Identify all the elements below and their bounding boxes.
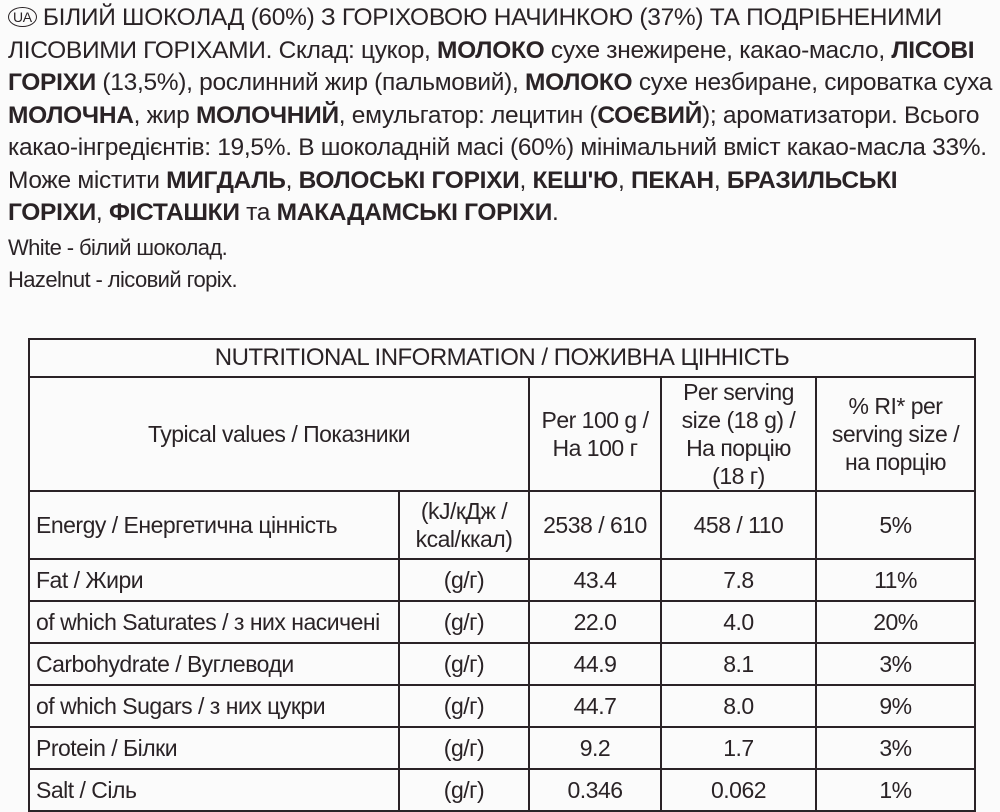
- value-per-serving: 0.062: [661, 769, 816, 811]
- nutrient-name: Salt / Сіль: [29, 769, 399, 811]
- value-ri: 9%: [816, 685, 975, 727]
- ingredient-text: та: [239, 199, 277, 226]
- ingredient-text: ,: [95, 199, 109, 226]
- nutrient-name: Protein / Білки: [29, 727, 399, 769]
- value-per-serving: 4.0: [661, 601, 816, 643]
- nutrient-name: Fat / Жири: [29, 559, 399, 601]
- allergen-term: МАКАДАМСЬКІ ГОРІХИ: [276, 199, 553, 226]
- value-per-serving: 8.0: [661, 685, 816, 727]
- allergen-term: КЕШ'Ю: [532, 166, 618, 194]
- country-badge: UA: [8, 7, 37, 27]
- table-row: [29, 601, 975, 643]
- ingredient-text: ,: [519, 166, 533, 194]
- ingredient-text: ); ароматизатори. Всього какао-інгредієнтів: 19,5%. В шоколадній масі (60%) мінімальний вміст какао-масла 33%. Може містити: [8, 101, 987, 194]
- allergen-term: ФІСТАШКИ: [108, 199, 240, 226]
- nutrient-name: Energy / Енергетична цінність: [29, 491, 399, 559]
- nutrient-unit: (g/г): [399, 727, 529, 769]
- ingredient-text: ,: [285, 166, 299, 194]
- header-ri: % RI* per serving size / на порцію: [816, 377, 975, 491]
- nutrition-table: [28, 338, 976, 812]
- allergen-term: СОЄВИЙ: [597, 101, 703, 129]
- table-row: [29, 559, 975, 601]
- header-per-100g: Per 100 g / На 100 г: [529, 377, 661, 491]
- legend: [8, 232, 237, 296]
- ingredient-text: сухе незбиране, сироватка суха: [632, 69, 993, 96]
- header-typical-values: Typical values / Показники: [29, 377, 529, 491]
- value-ri: 1%: [816, 769, 975, 811]
- allergen-term: МОЛОКО: [437, 36, 545, 64]
- allergen-term: МОЛОКО: [525, 69, 633, 96]
- value-per-100g: 9.2: [529, 727, 661, 769]
- ingredient-text: ,: [618, 166, 632, 194]
- ingredient-text: ,: [713, 166, 727, 194]
- legend-line: Hazelnut - лісовий горіх.: [8, 267, 237, 292]
- nutrient-unit: (g/г): [399, 601, 529, 643]
- ingredient-text: .: [552, 199, 559, 226]
- ingredient-text: (13,5%), рослинний жир (пальмовий),: [95, 69, 525, 96]
- legend-line: White - білий шоколад.: [8, 235, 228, 260]
- value-ri: 3%: [816, 643, 975, 685]
- value-ri: 3%: [816, 727, 975, 769]
- value-per-100g: 2538 / 610: [529, 491, 661, 559]
- value-ri: 5%: [816, 491, 975, 559]
- ingredient-text: , емульгатор: лецитин (: [338, 101, 598, 129]
- nutrition-title: NUTRITIONAL INFORMATION / ПОЖИВНА ЦІННІСТЬ: [29, 339, 975, 377]
- allergen-term: ЛІСОВІ ГОРІХИ: [8, 36, 975, 96]
- nutrient-unit: (g/г): [399, 685, 529, 727]
- nutrient-name: Carbohydrate / Вуглеводи: [29, 643, 399, 685]
- allergen-term: ВОЛОСЬКІ ГОРІХИ: [298, 166, 520, 194]
- value-per-100g: 43.4: [529, 559, 661, 601]
- nutrient-unit: (kJ/кДж / kcal/ккал): [399, 491, 529, 559]
- ingredients-body: [8, 4, 992, 226]
- nutrient-unit: (g/г): [399, 559, 529, 601]
- table-row: [29, 727, 975, 769]
- value-per-100g: 44.9: [529, 643, 661, 685]
- table-row: [29, 643, 975, 685]
- value-ri: 20%: [816, 601, 975, 643]
- value-per-100g: 22.0: [529, 601, 661, 643]
- allergen-term: ПЕКАН: [631, 166, 714, 194]
- value-ri: 11%: [816, 559, 975, 601]
- value-per-serving: 8.1: [661, 643, 816, 685]
- value-per-serving: 1.7: [661, 727, 816, 769]
- value-per-100g: 0.346: [529, 769, 661, 811]
- ingredient-text: сухе знежирене, какао-масло,: [544, 36, 892, 64]
- allergen-term: МОЛОЧНА: [8, 101, 134, 129]
- value-per-100g: 44.7: [529, 685, 661, 727]
- allergen-term: МИГДАЛЬ: [166, 166, 286, 194]
- table-row: [29, 491, 975, 559]
- nutrient-name: of which Sugars / з них цукри: [29, 685, 399, 727]
- table-row: [29, 685, 975, 727]
- allergen-term: МОЛОЧНИЙ: [195, 101, 339, 129]
- value-per-serving: 458 / 110: [661, 491, 816, 559]
- ingredient-text: , жир: [133, 101, 196, 129]
- value-per-serving: 7.8: [661, 559, 816, 601]
- nutrient-name: of which Saturates / з них насичені: [29, 601, 399, 643]
- header-per-serving: Per serving size (18 g) / На порцію (18 г): [661, 377, 816, 491]
- allergen-term: БРАЗИЛЬСЬКІ ГОРІХИ: [8, 166, 898, 226]
- nutrient-unit: (g/г): [399, 769, 529, 811]
- ingredients-text: [8, 2, 998, 230]
- table-row: [29, 769, 975, 811]
- nutrient-unit: (g/г): [399, 643, 529, 685]
- ingredient-text: БІЛИЙ ШОКОЛАД (60%) З ГОРІХОВОЮ НАЧИНКОЮ (37%) ТА ПОДРІБНЕНИМИ ЛІСОВИМИ ГОРІХАМИ. Склад: цукор,: [8, 4, 942, 64]
